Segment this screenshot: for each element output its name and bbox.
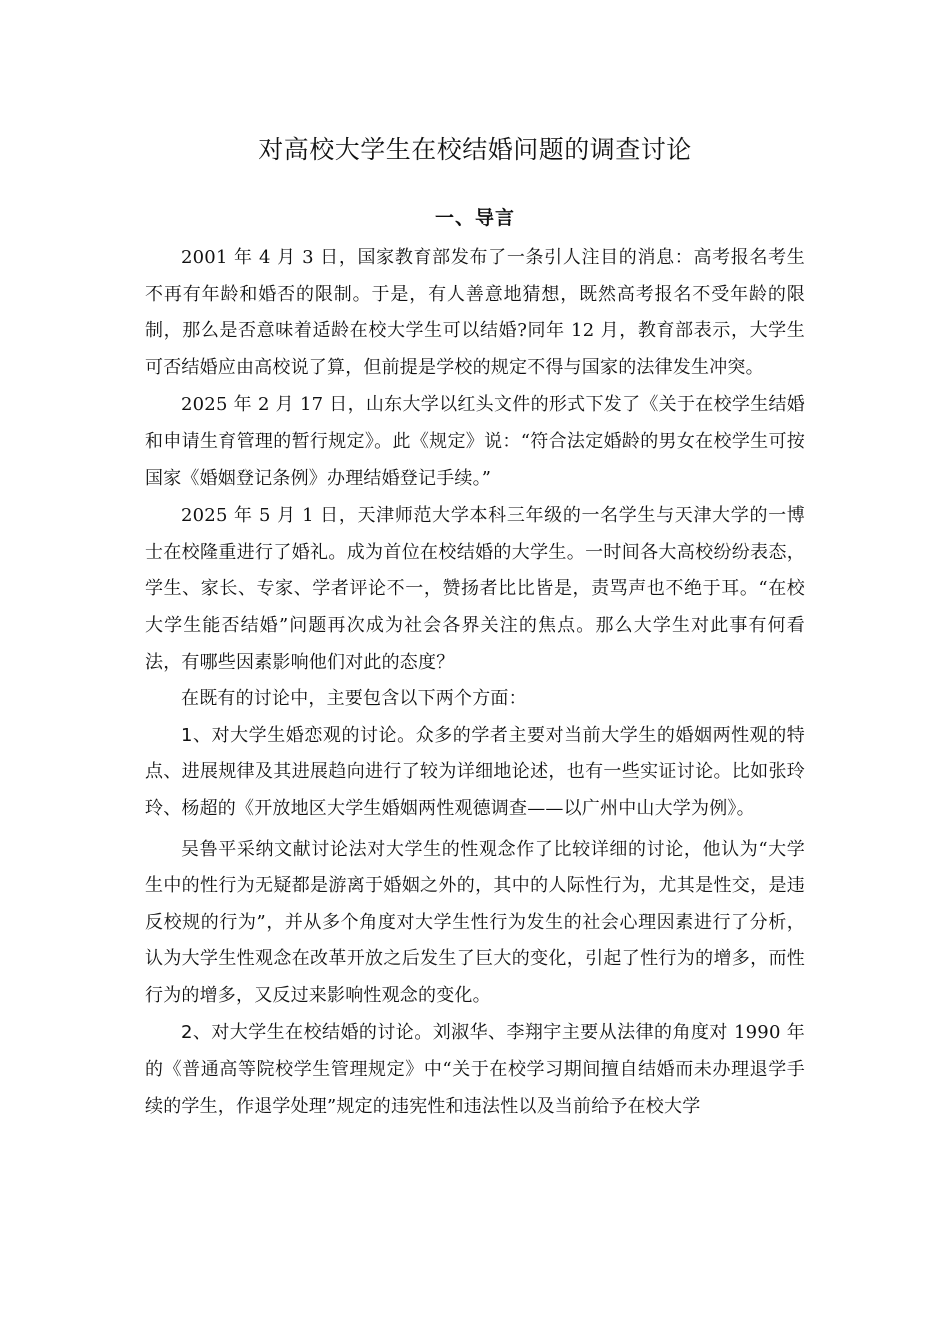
paragraph-text: 众多的学者主要对当前大学生的婚姻两性观的特点、进展规律及其进展趋向进行了较为详细地论述，也有一些实证讨论。比如张玲玲、杨超的《开放地区大学生婚姻两性观德调查——以广州中山大学为例》。 [145, 724, 805, 819]
paragraph: 2001 年 4 月 3 日，国家教育部发布了一条引人注目的消息：高考报名考生不再有年龄和婚否的限制。于是，有人善意地猜想，既然高考报名不受年龄的限制，那么是否意味着适龄在校大学生可以结婚?同年 12 月，教育部表示，大学生可否结婚应由高校说了算，但前提是学校的规定不得与国家的法律发生冲突。 [145, 247, 805, 378]
paragraph: 2025 年 2 月 17 日，山东大学以红头文件的形式下发了《关于在校学生结婚和申请生育管理的暂行规定》。此《规定》说：“符合法定婚龄的男女在校学生可按国家《婚姻登记条例》办理结婚登记手续。” [145, 394, 805, 489]
paragraph: 2025 年 5 月 1 日，天津师范大学本科三年级的一名学生与天津大学的一博士在校隆重进行了婚礼。成为首位在校结婚的大学生。一时间各大高校纷纷表态，学生、家长、专家、学者评论不一，赞扬者比比皆是，责骂声也不绝于耳。“在校大学生能否结婚”问题再次成为社会各界关注的焦点。那么大学生对此事有何看法，有哪些因素影响他们对此的态度？ [145, 505, 805, 673]
document-title: 对高校大学生在校结婚问题的调查讨论 [258, 135, 692, 164]
paragraph: 吴鲁平采纳文献讨论法对大学生的性观念作了比较详细的讨论，他认为“大学生中的性行为无疑都是游离于婚姻之外的，其中的人际性行为，尤其是性交，是违反校规的行为”，并从多个角度对大学生性行为发生的社会心理因素进行了分析，认为大学生性观念在改革开放之后发生了巨大的变化，引起了性行为的增多，而性行为的增多，又反过来影响性观念的变化。 [145, 838, 805, 1006]
paragraph [145, 1015, 805, 1125]
topic-label: 1、对大学生婚恋观的讨论。 [181, 724, 416, 746]
document-body [145, 240, 805, 1125]
topic-label: 2、对大学生在校结婚的讨论。 [181, 1022, 433, 1044]
paragraph: 在既有的讨论中，主要包含以下两个方面： [181, 688, 527, 710]
paragraph [145, 718, 805, 828]
section-heading: 一、导言 [434, 207, 515, 229]
paragraph-text: 刘淑华、李翔宇主要从法律的角度对 1990 年的《普通高等院校学生管理规定》中“关于在校学习期间擅自结婚而未办理退学手续的学生，作退学处理”规定的违宪性和违法性以及当前给予在校大学 [145, 1022, 805, 1117]
